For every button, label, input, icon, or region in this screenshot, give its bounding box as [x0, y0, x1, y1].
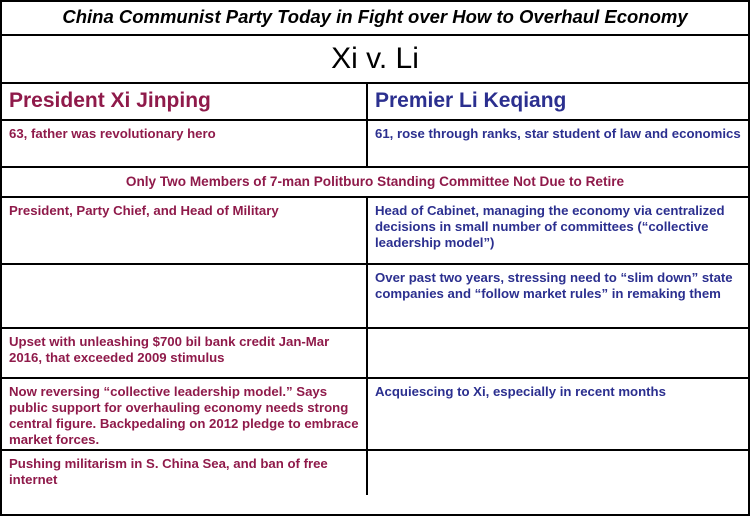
li-roles-cell	[368, 198, 748, 263]
li-reversing-text: Acquiescing to Xi, especially in recent months	[375, 384, 666, 399]
table-row	[2, 379, 748, 451]
headline-row	[2, 2, 748, 36]
xi-roles-cell	[2, 198, 368, 263]
page-title: China Communist Party Today in Fight over How to Overhaul Economy	[62, 6, 688, 28]
xi-roles-text: President, Party Chief, and Head of Military	[9, 203, 279, 218]
xi-reversing-text: Now reversing “collective leadership model.” Says public support for overhauling economy needs strong central figure. Backpedaling on 2012 pledge to embrace market forces.	[9, 384, 359, 448]
banner-text: Only Two Members of 7-man Politburo Standing Committee Not Due to Retire	[125, 174, 625, 189]
big-title-row	[2, 36, 748, 84]
headline-cell	[2, 2, 748, 33]
xi-militarism-text: Pushing militarism in S. China Sea, and ban of free internet	[9, 456, 328, 488]
table-row	[2, 121, 748, 168]
table-row	[2, 265, 748, 329]
table-row	[2, 198, 748, 265]
banner-row	[2, 168, 748, 198]
table-row	[2, 329, 748, 379]
xi-bio-cell	[2, 121, 368, 166]
li-bankcredit-cell	[368, 329, 748, 377]
li-name-label: Premier Li Keqiang	[375, 89, 567, 112]
li-bio-cell	[368, 121, 748, 166]
li-slimdown-text: Over past two years, stressing need to “slim down” state companies and “follow market rules” in remaking them	[375, 270, 733, 302]
xi-bio-text: 63, father was revolutionary hero	[9, 126, 216, 141]
xi-militarism-cell	[2, 451, 368, 495]
li-reversing-cell	[368, 379, 748, 449]
li-bio-text: 61, rose through ranks, star student of law and economics	[375, 126, 741, 141]
column-header-li	[368, 84, 748, 119]
xi-name-label: President Xi Jinping	[9, 89, 211, 112]
big-title-cell	[2, 38, 748, 81]
banner-cell	[2, 169, 748, 195]
xi-bankcredit-cell	[2, 329, 368, 377]
column-header-xi	[2, 84, 368, 119]
big-title: Xi v. Li	[331, 41, 419, 75]
li-militarism-cell	[368, 451, 748, 495]
xi-bankcredit-text: Upset with unleashing $700 bil bank credit Jan-Mar 2016, that exceeded 2009 stimulus	[9, 334, 330, 366]
li-slimdown-cell	[368, 265, 748, 327]
column-headers-row	[2, 84, 748, 121]
table-row	[2, 451, 748, 495]
xi-reversing-cell	[2, 379, 368, 449]
xi-slimdown-cell	[2, 265, 368, 327]
li-roles-text: Head of Cabinet, managing the economy via centralized decisions in small number of committees (“collective leadership model”)	[375, 203, 725, 251]
